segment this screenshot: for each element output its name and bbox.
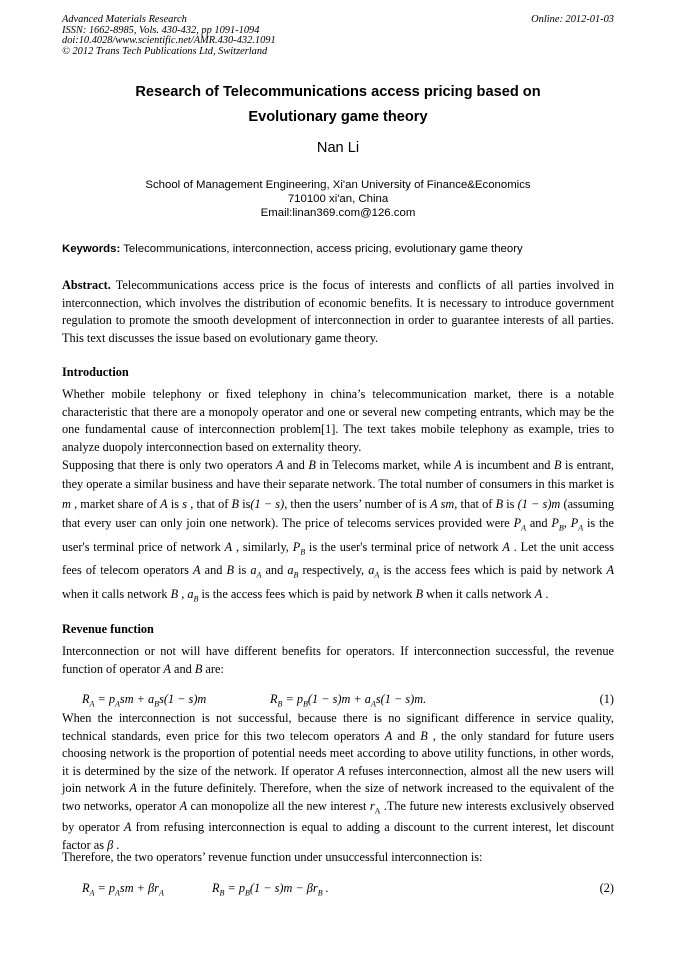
equation-2 bbox=[62, 881, 614, 901]
equation-1-number: (1) bbox=[599, 692, 614, 706]
abstract-label: Abstract. bbox=[62, 278, 111, 292]
equation-2-right: $R_B = p_B(1 - s)m - \beta r_B$ . bbox=[212, 881, 329, 898]
equation-2-left: $R_A = p_Asm + \beta r_A$ bbox=[82, 881, 164, 898]
journal-name: Advanced Materials Research bbox=[62, 14, 187, 25]
affiliation-line-1: School of Management Engineering, Xi'an University of Finance&Economics bbox=[145, 179, 531, 191]
intro-paragraph-1: Whether mobile telephony or fixed telephony in china’s telecommunication market, there is a notable characteristic that there are a monopoly operator and one or several new competing entrants, which may be the one fundamental cause of interconnection problem[1]. The text takes mobile telephony as example, tries to analyze duopoly interconnection based on externality theory. bbox=[62, 387, 614, 454]
revenue-paragraph-2: When the interconnection is not successful, because there is no significant difference in service quality, technical standards, even price for this two telecom operators A and B , the only standard for future users choosing network is the proportion of potential needs meet according to above utility functions, in other words, it is determined by the size of the network. If operator A refuses interconnection, almost all the new users will join network A in the future definitely. Therefore, when the size of network increased to the equivalent of the two networks, operator A can monopolize all the new interest $r_A$ .The future new interests exclusively observed by operator A from refusing interconnection is equal to adding a discount to the current interest, let discount factor as β . bbox=[62, 711, 615, 852]
keywords-text: Telecommunications, interconnection, access pricing, evolutionary game theory bbox=[120, 243, 523, 255]
equation-1-right: $R_B = p_B(1 - s)m + a_As(1 - s)m$. bbox=[270, 692, 427, 709]
revenue-paragraph-3: Therefore, the two operators’ revenue function under unsuccessful interconnection is: bbox=[62, 850, 483, 864]
revenue-paragraph-1: Interconnection or not will have different benefits for operators. If interconnection successful, the revenue function of operator A and B are: bbox=[62, 644, 614, 676]
revenue-heading: Revenue function bbox=[62, 622, 154, 636]
email: Email:linan369.com@126.com bbox=[260, 207, 416, 220]
online-date: Online: 2012-01-03 bbox=[531, 14, 614, 25]
introduction-body bbox=[62, 386, 614, 609]
keywords bbox=[62, 243, 614, 255]
introduction-heading: Introduction bbox=[62, 365, 129, 379]
paper-title bbox=[62, 80, 614, 129]
affiliation-line-2: 710100 xi'an, China bbox=[287, 193, 389, 206]
issn-line: ISSN: 1662-8985, Vols. 430-432, pp 1091-1094 bbox=[62, 24, 260, 36]
equation-1 bbox=[62, 692, 614, 712]
abstract bbox=[62, 277, 614, 347]
title-line-2: Evolutionary game theory bbox=[248, 108, 428, 125]
copyright-line: © 2012 Trans Tech Publications Ltd, Switzerland bbox=[62, 45, 268, 57]
equation-1-left: $R_A = p_Asm + a_Bs(1 - s)m$ bbox=[82, 692, 207, 709]
journal-header bbox=[62, 15, 276, 57]
affiliation bbox=[62, 178, 614, 221]
intro-paragraph-2: Supposing that there is only two operators A and B in Telecoms market, while A is incumbent and B is entrant, they operate a similar business and have their separate network. The total number of consumers in this market is m , market share of A is s , that of B is(1 − s), then the users’ number of is A sm, that of B is (1 − s)m (assuming that every user can only join one network). The price of telecoms services provided were $P_A$ and $P_B$, $P_A$ is the user's terminal price of network A , similarly, $P_B$ is the user's terminal price of network A . Let the unit access fees of telecom operators A and B is $a_A$ and $a_B$ respectively, $a_A$ is the access fees which is paid by network A when it calls network B , $a_B$ is the access fees which is paid by network B when it calls network A . bbox=[62, 458, 615, 604]
equation-2-number: (2) bbox=[599, 881, 614, 895]
keywords-label: Keywords: bbox=[62, 243, 121, 255]
abstract-text: Telecommunications access price is the focus of interests and conflicts of all parties involved in interconnection, which involves the distribution of economic benefits. It is necessary to introduce government regulation to promote the smooth development of interconnection in order to guarantee interests of all parties. This text discusses the issue based on evolutionary game theory. bbox=[62, 278, 614, 345]
title-line-1: Research of Telecommunications access pricing based on bbox=[135, 84, 541, 100]
doi-line: doi:10.4028/www.scientific.net/AMR.430-432.1091 bbox=[62, 35, 276, 47]
author-name: Nan Li bbox=[316, 140, 360, 156]
